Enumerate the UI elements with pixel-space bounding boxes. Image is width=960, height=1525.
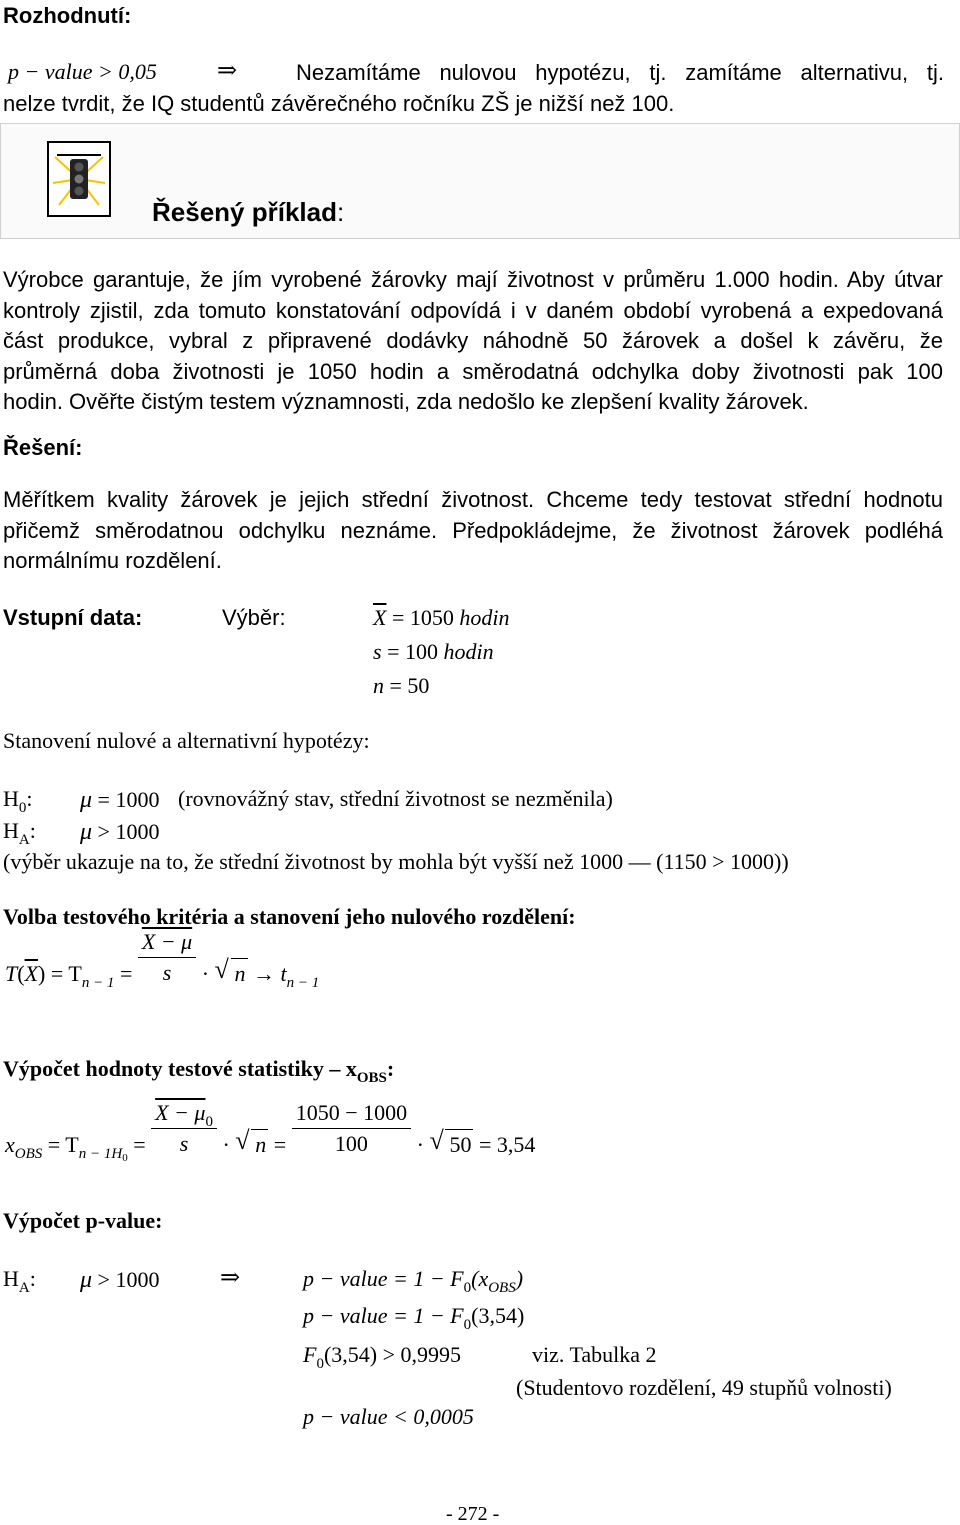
criterion-formula: $T(\overline{X}) = T_{n - 1}$ = $\frac{X - \mu}{s}$ · √ $n \to t_{n - 1}$ — [5, 929, 320, 991]
pvalue-ha-expression: μ > 1000 — [80, 1267, 160, 1293]
hypotheses-note: (výběr ukazuje na to, že střední životnost by mohla být vyšší než 1000 — (1150 > 1000)) — [3, 849, 789, 874]
decision-text-line2: nelze tvrdit, že IQ studentů závěrečného ročníku ZŠ je nižší než 100. — [3, 91, 675, 116]
section-heading-rozhodnuti: Rozhodnutí: — [3, 3, 132, 28]
pvalue-line3: $F_0(3,54) > 0,9995$ — [303, 1342, 462, 1372]
sample-label: Výběr: — [222, 605, 286, 630]
solution-line: Měřítkem kvality žárovek je jejich střední životnost. Chceme tedy testovat střední hodnotu — [3, 487, 943, 512]
h0-expression: μ = 1000 — [80, 787, 160, 813]
example-banner — [0, 123, 960, 239]
page-number: - 272 - — [446, 1503, 500, 1525]
decision-text-line1: Nezamítáme nulovou hypotézu, tj. zamítáme alternativu, tj. — [296, 60, 944, 85]
example-title: Řešený příklad: — [152, 197, 345, 227]
h0-label: $H_0$: — [3, 786, 33, 816]
h0-note: (rovnovážný stav, střední životnost se nezměnila) — [178, 786, 613, 811]
solution-line: normálnímu rozdělení. — [3, 548, 222, 574]
table-reference: viz. Tabulka 2 — [532, 1342, 657, 1367]
input-data-label: Vstupní data: — [3, 605, 143, 630]
criterion-heading: Volba testového kritéria a stanovení jeho nulového rozdělení: — [3, 904, 576, 929]
pvalue-ha-label: $H_A$: — [3, 1266, 36, 1296]
example-line: hodin. Ověřte čistým testem významnosti, zda nedošlo ke zlepšení kvality žárovek. — [3, 389, 809, 415]
decision-condition: p − value > 0,05 — [8, 59, 157, 84]
solution-heading: Řešení: — [3, 435, 83, 460]
solution-paragraph — [3, 485, 943, 577]
example-line: část produkce, vybral z připravené dodávky náhodně 50 žárovek a došel k závěru, že — [3, 328, 943, 354]
implies-arrow: ⇒ — [217, 58, 238, 84]
example-line: průměrná doba životnosti je 1050 hodin a směrodatná odchylka doby životnosti pak 100 — [3, 358, 943, 384]
hypotheses-heading: Stanovení nulové a alternativní hypotézy: — [3, 728, 370, 753]
pvalue-line2: p − value = $1 - F_0(3,54)$ — [303, 1303, 525, 1333]
sample-size: n = 50 — [373, 673, 430, 698]
ha-label: $H_A$: — [3, 818, 36, 848]
statistic-formula: $x_{OBS} = T_{n - 1H0}$ = $\frac{X - \mu_0}{s}$ · √ n = $\frac{1050 - 1000}{100}$ · √ 50 = 3,54 — [5, 1100, 536, 1164]
pvalue-line1: p − value = $1 - F_0(x_{OBS})$ — [303, 1266, 524, 1296]
table-reference-note: (Studentovo rozdělení, 49 stupňů volnosti) — [516, 1375, 892, 1400]
pvalue-heading: Výpočet p-value: — [3, 1208, 163, 1233]
pvalue-result: p − value < 0,0005 — [303, 1404, 474, 1429]
example-line: kontroly zjistil, zda tomuto konstatování odpovídá i v daném období vyrobená a expedovaná — [3, 297, 943, 323]
statistic-heading: Výpočet hodnoty testové statistiky – $x_{OBS}$: — [3, 1056, 395, 1086]
sd-value: s = 100 hodin — [373, 639, 494, 664]
mean-value: $\overline{X} = 1050$ hodin — [373, 605, 510, 630]
solution-line: přičemž směrodatnou odchylku neznáme. Předpokládejme, že životnost žárovek podléhá — [3, 517, 943, 543]
traffic-light-icon — [47, 141, 111, 217]
implies-arrow: ⇒ — [220, 1265, 241, 1291]
ha-expression: μ > 1000 — [80, 819, 160, 845]
example-line: Výrobce garantuje, že jím vyrobené žárovky mají životnost v průměru 1.000 hodin. Aby útvar — [3, 267, 943, 292]
example-paragraph — [3, 265, 943, 418]
